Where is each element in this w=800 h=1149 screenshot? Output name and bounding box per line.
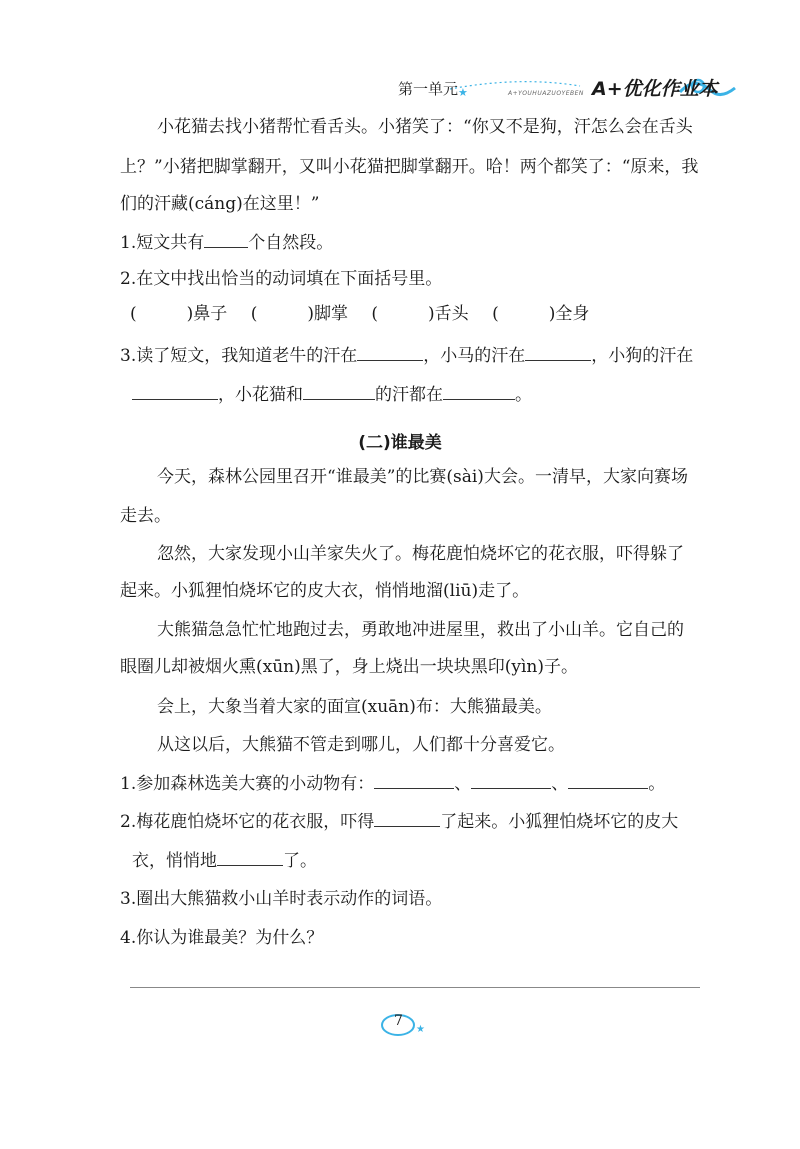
q3-text-a: 3.读了短文，我知道老牛的汗在 — [120, 346, 358, 366]
question1-1 — [120, 231, 333, 254]
passage2-p3-line1: 大熊猫急急忙忙地跑过去，勇敢地冲进屋里，救出了小山羊。它自己的 — [157, 620, 684, 640]
paren-item[interactable]: ( )舌头 — [371, 304, 469, 324]
passage2-p2-line2: 起来。小狐狸怕烧坏它的皮大衣，悄悄地溜(liū)走了。 — [120, 581, 530, 601]
question2-2-line1 — [120, 810, 678, 833]
question1-3-line2 — [132, 383, 532, 406]
answer-blank[interactable] — [132, 383, 218, 400]
q2-text-c: 衣，悄悄地 — [132, 851, 217, 871]
paren-item[interactable]: ( )鼻子 — [130, 304, 228, 324]
q1-prefix: 1.短文共有 — [120, 233, 205, 253]
star-icon: ★ — [416, 1024, 425, 1035]
answer-blank[interactable] — [471, 772, 551, 789]
passage2-p5: 从这以后，大熊猫不管走到哪儿，人们都十分喜爱它。 — [157, 735, 565, 755]
unit-label: 第一单元 — [398, 80, 459, 98]
q1-prefix: 1.参加森林选美大赛的小动物有： — [120, 774, 375, 794]
q3-text-e: 的汗都在 — [375, 385, 443, 405]
page-number: 7 — [394, 1013, 403, 1029]
q2-text-b: 了起来。小狐狸怕烧坏它的皮大 — [440, 812, 679, 832]
answer-blank[interactable] — [443, 383, 515, 400]
question1-2: 2.在文中找出恰当的动词填在下面括号里。 — [120, 269, 443, 289]
answer-blank[interactable] — [568, 772, 648, 789]
answer-blank[interactable] — [374, 810, 440, 827]
answer-blank[interactable] — [217, 849, 283, 866]
question1-3-line1 — [120, 344, 693, 367]
answer-writing-line[interactable] — [130, 987, 700, 988]
page-header — [380, 72, 760, 108]
answer-blank[interactable] — [357, 344, 423, 361]
passage2-p4: 会上，大象当着大家的面宣(xuān)布：大熊猫最美。 — [157, 697, 552, 717]
passage2-p2-line1: 忽然，大家发现小山羊家失火了。梅花鹿怕烧坏它的花衣服，吓得躲了 — [157, 544, 684, 564]
passage2-p3-line2: 眼圈儿却被烟火熏(xūn)黑了，身上烧出一块块黑印(yìn)子。 — [120, 657, 579, 677]
answer-blank[interactable] — [303, 383, 375, 400]
page-number-badge — [372, 1010, 432, 1038]
answer-blank[interactable] — [374, 772, 454, 789]
q3-text-f: 。 — [515, 385, 532, 405]
q3-text-c: ，小狗的汗在 — [591, 346, 694, 366]
question2-1 — [120, 772, 665, 795]
q2-text-d: 了。 — [283, 851, 317, 871]
passage2-p1-line2: 走去。 — [120, 506, 171, 526]
star-icon: ★ — [458, 86, 468, 99]
question2-3: 3.圈出大熊猫救小山羊时表示动作的词语。 — [120, 889, 443, 909]
q3-text-b: ，小马的汗在 — [423, 346, 526, 366]
section-title: (二)谁最美 — [358, 433, 442, 453]
header-pinyin: A+YOUHUAZUOYEBEN — [508, 90, 584, 97]
brand-logo: A+优化作业本 — [592, 78, 718, 100]
q1-suffix: 个自然段。 — [248, 233, 334, 253]
separator: 、 — [551, 774, 569, 794]
answer-blank[interactable] — [204, 231, 248, 248]
q1-end: 。 — [648, 774, 666, 794]
separator: 、 — [454, 774, 472, 794]
passage2-p1-line1: 今天，森林公园里召开“谁最美”的比赛(sài)大会。一清早，大家向赛场 — [157, 467, 688, 487]
passage1-line3: 们的汗藏(cáng)在这里！” — [120, 194, 320, 214]
question2-2-line2 — [132, 849, 317, 872]
question2-4: 4.你认为谁最美？为什么？ — [120, 928, 324, 948]
answer-blank[interactable] — [525, 344, 591, 361]
paren-item[interactable]: ( )脚掌 — [250, 304, 348, 324]
paren-item[interactable]: ( )全身 — [492, 304, 590, 324]
passage1-line1: 小花猫去找小猪帮忙看舌头。小猪笑了：“你又不是狗，汗怎么会在舌头 — [157, 117, 693, 137]
passage1-line2: 上？”小猪把脚掌翻开，又叫小花猫把脚掌翻开。哈！两个都笑了：“原来，我 — [120, 157, 699, 177]
q3-text-d: ，小花猫和 — [218, 385, 303, 405]
q2-text-a: 2.梅花鹿怕烧坏它的花衣服，吓得 — [120, 812, 375, 832]
paren-fill-row — [130, 303, 607, 325]
